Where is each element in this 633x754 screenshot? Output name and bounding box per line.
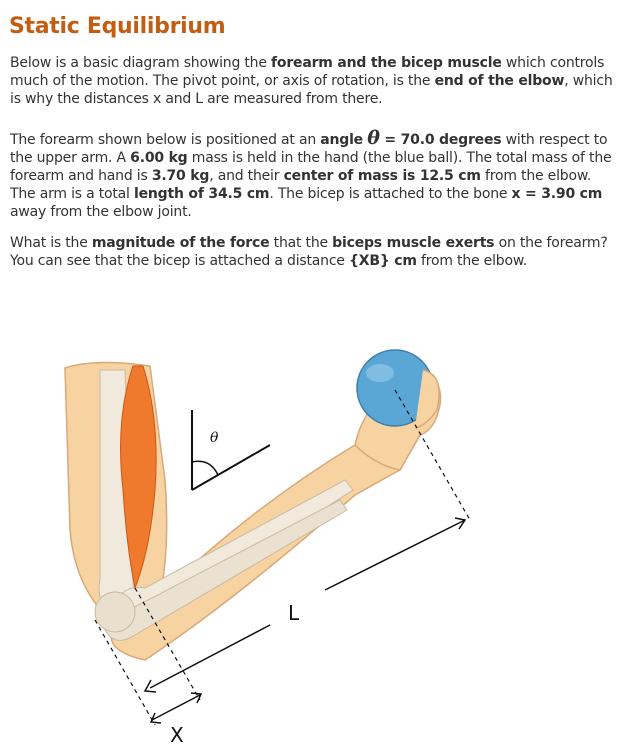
elbow-joint [95, 592, 135, 632]
angle-forearm-line [192, 445, 270, 490]
theta-label: θ [210, 430, 219, 446]
length-L-line-upper [325, 520, 465, 590]
distance-x-label: X [170, 723, 184, 747]
angle-arc [192, 461, 218, 475]
question-paragraph: What is the magnitude of the force that the biceps muscle exerts on the forearm? You can see that the bicep is attached a distance {XB} cm from the elbow. [10, 235, 608, 269]
intro-paragraph: Below is a basic diagram showing the forearm and the bicep muscle which controls much of the motion. The pivot point, or axis of rotation, is the end of the elbow, which is why the distances x and L are measured from there. [10, 55, 613, 107]
length-L-label: L [288, 601, 300, 625]
problem-paragraph: The forearm shown below is positioned at an angle θ = 70.0 degrees with respect to the upper arm. A 6.00 kg mass is held in the hand (the blue ball). The total mass of the forearm and hand is 3.70 kg, and their center of mass is 12.5 cm from the elbow. The arm is a total length of 34.5 cm. The bicep is attached to the bone x = 3.90 cm away from the elbow joint. [10, 127, 612, 220]
distance-x-arrowhead-right [191, 693, 201, 703]
forearm-diagram [55, 330, 485, 750]
page-title: Static Equilibrium [9, 14, 226, 39]
distance-x-line [152, 695, 200, 720]
theta-symbol: θ [367, 127, 380, 149]
